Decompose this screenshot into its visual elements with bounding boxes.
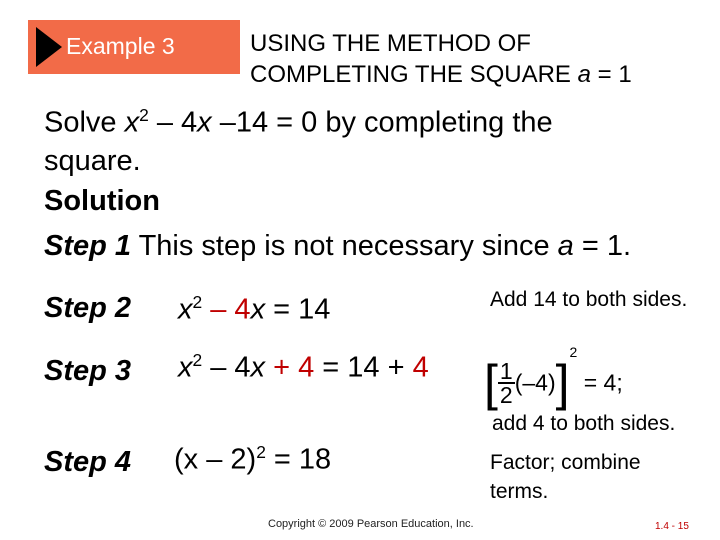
step-2-rhs: = 14 xyxy=(265,293,331,326)
step-4-note-line-2: terms. xyxy=(490,480,549,503)
step-4-note-line-1: Factor; combine xyxy=(490,451,641,474)
step-3-label: Step 3 xyxy=(44,355,132,387)
added-term: 4 xyxy=(412,351,429,384)
step-3-equation xyxy=(178,350,429,385)
slide-number: 1.4 - 15 xyxy=(655,521,689,532)
step-1-tail: = 1. xyxy=(573,230,632,262)
paren-value: (–4) xyxy=(514,369,556,396)
step-4-note xyxy=(490,448,641,506)
exponent: 2 xyxy=(192,292,203,312)
added-term: 4 xyxy=(298,351,315,384)
exponent: 2 xyxy=(192,350,203,370)
bracket-left: [ xyxy=(484,354,498,411)
title-var-a: a xyxy=(577,61,591,88)
plus-sign: + xyxy=(265,351,299,384)
var-x: x xyxy=(178,293,193,326)
fraction-denominator: 2 xyxy=(499,381,513,408)
step-3-rhs: = 14 + xyxy=(314,351,413,384)
completing-square-computation xyxy=(484,344,623,412)
step-1-label: Step 1 xyxy=(44,230,132,262)
problem-statement xyxy=(44,105,553,140)
var-x: x xyxy=(250,351,266,384)
bracket-right: ] xyxy=(555,354,570,411)
exponent: 2 xyxy=(139,105,149,125)
linear-coefficient: 4 xyxy=(234,293,251,326)
exponent: 2 xyxy=(256,442,266,462)
step-3-result: = 4; xyxy=(577,369,623,396)
title-line-1: USING THE METHOD OF xyxy=(250,30,531,57)
step-2-label: Step 2 xyxy=(44,292,132,324)
fraction-numerator: 1 xyxy=(499,357,513,384)
var-x: x xyxy=(250,293,266,326)
step-1-text: This step is not necessary since xyxy=(131,230,558,262)
problem-rest: –14 = 0 by completing the xyxy=(211,106,553,139)
step-2-equation xyxy=(178,292,330,327)
var-x: x xyxy=(178,351,193,384)
problem-term: – 4 xyxy=(148,106,198,139)
play-arrow-icon xyxy=(36,27,62,67)
solution-label: Solution xyxy=(44,185,160,217)
title-line-2-text: COMPLETING THE SQUARE xyxy=(250,61,578,88)
title-line-2 xyxy=(250,59,632,90)
solve-label: Solve xyxy=(44,106,125,139)
slide-title xyxy=(250,28,632,90)
step-4-label: Step 4 xyxy=(44,446,132,478)
step-4-lhs: (x – 2) xyxy=(174,443,257,476)
step-3-middle: – 4 xyxy=(202,351,251,384)
problem-statement-cont: square. xyxy=(44,145,141,177)
step-1-var: a xyxy=(557,230,574,262)
copyright-notice: Copyright © 2009 Pearson Education, Inc. xyxy=(268,518,474,530)
solution-heading xyxy=(44,185,160,218)
step-1 xyxy=(44,230,631,263)
example-label: Example 3 xyxy=(66,33,175,59)
fraction-one-half xyxy=(498,357,515,408)
minus-sign: – xyxy=(202,293,235,326)
step-2-note: Add 14 to both sides. xyxy=(490,288,688,311)
outer-exponent: 2 xyxy=(569,344,578,360)
step-3-note: add 4 to both sides. xyxy=(492,412,676,435)
step-4-rhs: = 18 xyxy=(265,443,332,476)
title-line-2-tail: = 1 xyxy=(590,61,632,88)
step-4-equation xyxy=(174,442,331,477)
var-x: x xyxy=(197,106,212,139)
var-x: x xyxy=(124,106,140,139)
